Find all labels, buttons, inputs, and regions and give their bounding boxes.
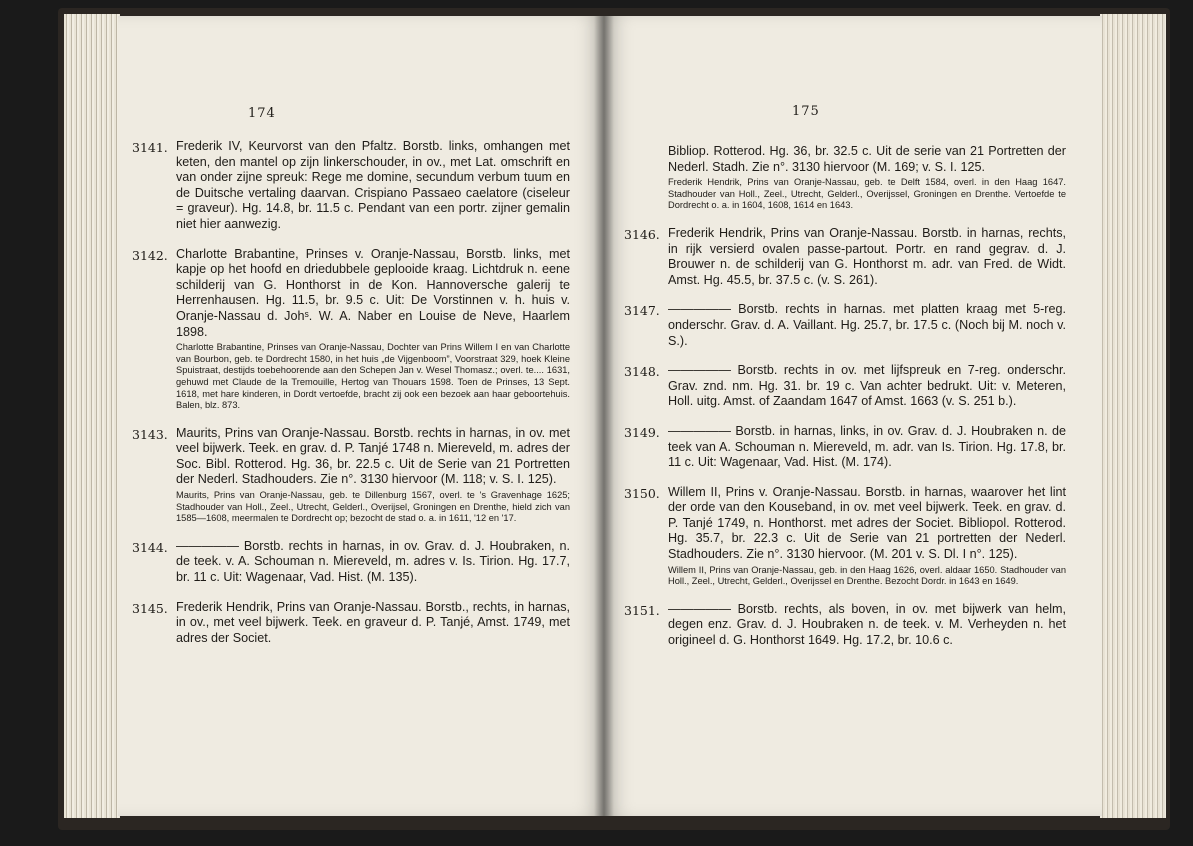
- catalogue-entry: [624, 302, 1066, 349]
- entry-number: 3145.: [132, 600, 168, 616]
- entry-number: 3148.: [624, 364, 660, 380]
- catalogue-entry: [624, 424, 1066, 471]
- entry-number: 3141.: [132, 140, 168, 155]
- catalogue-entry: [132, 600, 570, 647]
- entry-text: ————— Borstb. rechts in harnas, in ov. Grav. d. J. Houbraken, n. de teek. v. A. Schouman n. Miereveld, m. adres v. Is. Tirion. Hg. 17.7, br. 11 c. Uit: Wagenaar, Vad. Hist. (M. 135).: [176, 538, 570, 585]
- entry-body: [176, 426, 570, 525]
- entry-body: [176, 247, 570, 412]
- entry-text: Willem II, Prins v. Oranje-Nassau. Borstb. in harnas, waarover het lint der orde van den Kouseband, in ov. met veel bijwerk. Teek. en grav. d. P. Tanjé 1749, n. Honthorst. met adres der Societ. Bibliopol. Rotterod. Hg. 35.7, br. 22.3 c. Uit de Serie van 21 portretten der Nederl. Stadhouders. Zie n°. 3130 hiervoor. (M. 201 v. S. Dl. I n°. 125).: [668, 484, 1066, 562]
- entry-body: [668, 485, 1066, 588]
- entries-list: [624, 144, 1066, 663]
- entry-number: 3146.: [624, 226, 660, 242]
- entry-body: [176, 539, 570, 586]
- entry-number: 3142.: [132, 247, 168, 263]
- entry-body: [176, 139, 570, 233]
- entry-body: [668, 602, 1066, 649]
- entry-text: ————— Borstb. rechts in ov. met lijfspreuk en 7-reg. onderschr. Grav. znd. nm. Hg. 31. br. 19 c. Van achter bedrukt. Uit: v. Meteren, Holl. uitg. Amst. of Zaandam 1647 of Amst. 1663 (v. S. 251 b.).: [668, 363, 1066, 409]
- entry-text: Bibliop. Rotterod. Hg. 36, br. 32.5 c. Uit de serie van 21 Portretten der Nederl. Stadh. Zie n°. 3130 hiervoor (M. 169; v. S. I. 125.: [668, 144, 1066, 174]
- catalogue-entry: [132, 539, 570, 586]
- entries-list: [132, 139, 570, 660]
- entry-body: [668, 226, 1066, 288]
- page-number: 174: [248, 106, 276, 121]
- entry-text: Maurits, Prins van Oranje-Nassau. Borstb. rechts in harnas, in ov. met veel bijwerk. Teek. en grav. d. P. Tanjé 1748 n. Miereveld, m. adres der Soc. Bibl. Rotterod. Hg. 36, br. 22.5 c. Uit de Serie van 21 Portretten der Nederl. Stadhouders. Zie n°. 3130 hiervoor (M. 118; v. S. I. 125).: [176, 425, 570, 487]
- catalogue-entry: [624, 602, 1066, 649]
- entry-body: [668, 144, 1066, 212]
- entry-body: [668, 424, 1066, 471]
- entry-number: 3143.: [132, 426, 168, 442]
- entry-note: Charlotte Brabantine, Prinses van Oranje-Nassau, Dochter van Prins Willem I en van Charlotte van Bourbon, geb. te Dordrecht 1580, in het huis „de Vijgenboom”, Voorstraat 329, hoek Kleine Spuistraat, destijds toebehoorende aan den Schepen Jan v. Wesel Thomasz.; overl. te.... 1631, gehuwd met Claude de la Tremouille, Hertog van Thouars 1598. Toen de Prinses, 13 Sept. 1618, met hare kinderen, in Dordt vertoefde, bracht zij ook een bezoek aan haar geboortehuis. Balen, blz. 873.: [176, 342, 570, 411]
- catalogue-entry: [624, 144, 1066, 212]
- entry-note: Frederik Hendrik, Prins van Oranje-Nassau, geb. te Delft 1584, overl. in den Haag 1647. Stadhouder van Holl., Zeel., Utrecht, Gelderl., Overijssel, Groningen en Drenthe. Vertoefde te Dordrecht o. a. in 1604, 1608, 1614 en 1643.: [668, 177, 1066, 211]
- catalogue-entry: [132, 139, 570, 233]
- entry-note: Willem II, Prins van Oranje-Nassau, geb. in den Haag 1626, overl. aldaar 1650. Stadhouder van Holl., Zeel., Utrecht, Gelderl., Overijssel en Drenthe. Bezocht Dordr. in 1643 en 1649.: [668, 564, 1066, 587]
- book-gutter: [594, 16, 614, 816]
- entry-text: Frederik IV, Keurvorst van den Pfaltz. Borstb. links, omhangen met keten, den mantel op zijn linkerschouder, in ov., met Lat. omschrift en van onder zijne spreuk: Rege me domine, secundum verbum tuum en de Duitsche vertaling daarvan. Crispiano Passaeo caelatore (ciseleur = graveur). Hg. 14.8, br. 11.5 c. Pendant van een portr. zijner gemalin niet hier aanwezig.: [176, 139, 570, 231]
- entry-text: Frederik Hendrik, Prins van Oranje-Nassau. Borstb., rechts, in harnas, in ov., met veel bijwerk. Teek. en graveur d. P. Tanjé, Amst. 1749, met adres der Societ.: [176, 599, 570, 645]
- page-edges-left: [64, 14, 120, 818]
- entry-body: [668, 302, 1066, 349]
- catalogue-entry: [624, 485, 1066, 588]
- entry-number: 3150.: [624, 485, 660, 501]
- entry-text: Frederik Hendrik, Prins van Oranje-Nassau. Borstb. in harnas, rechts, in rijk versierd ovalen passe-partout. Portr. en rand gegrav. d. J. Brouwer n. de schilderij van G. Honthorst m. adr. van Fred. de Widt. Amst. Hg. 45.5, br. 37.5 c. (v. S. 261).: [668, 225, 1066, 287]
- entry-number: 3147.: [624, 303, 660, 319]
- page-number: 175: [792, 104, 820, 119]
- entry-text: ————— Borstb. in harnas, links, in ov. Grav. d. J. Houbraken n. de teek van A. Schouman n. Miereveld, m. adr. van Is. Tirion. Hg. 17.8, br. 11 c. Uit: Wagenaar, Vad. Hist. (M. 174).: [668, 423, 1066, 470]
- entry-number: 3144.: [132, 539, 168, 555]
- entry-text: Charlotte Brabantine, Prinses v. Oranje-Nassau, Borstb. links, met kapje op het hoofd en driedubbele geplooide kraag. Lichtdruk n. eene schilderij van G. Honthorst in de Kon. Hannoversche galerij te Herrenhausen. Hg. 11.5, br. 9.5 c. Uit: De Vorstinnen v. h. huis v. Oranje-Nassau d. Johˢ. W. A. Naber en Louise de Neve, Haarlem 1898.: [176, 246, 570, 339]
- page-edges-right: [1100, 14, 1166, 818]
- entry-text: ————— Borstb. rechts in harnas. met platten kraag met 5-reg. onderschr. Grav. d. A. Vaillant. Hg. 25.7, br. 17.5 c. (Noch bij M. noch v. S.).: [668, 302, 1066, 348]
- entry-body: [668, 363, 1066, 410]
- entry-body: [176, 600, 570, 647]
- entry-note: Maurits, Prins van Oranje-Nassau, geb. te Dillenburg 1567, overl. te 's Gravenhage 1625; Stadhouder van Holl., Zeel., Utrecht, Gelderl., Overijsel, Groningen en Drenthe, hield zich van 1585—1608, meermalen te Dordrecht op; bezocht de stad o. a. in 1611, '12 en '17.: [176, 490, 570, 524]
- left-page: [118, 16, 604, 816]
- catalogue-entry: [132, 426, 570, 525]
- entry-text: ————— Borstb. rechts, als boven, in ov. met bijwerk van helm, degen enz. Grav. d. J. Houbraken n. de teek. v. M. Verheyden n. het origineel d. G. Honthorst 1649. Hg. 17.2, br. 10.6 c.: [668, 601, 1066, 648]
- catalogue-entry: [624, 226, 1066, 288]
- catalogue-entry: [132, 247, 570, 412]
- entry-number: 3151.: [624, 602, 660, 618]
- right-page: [604, 16, 1102, 816]
- catalogue-entry: [624, 363, 1066, 410]
- entry-number: 3149.: [624, 424, 660, 440]
